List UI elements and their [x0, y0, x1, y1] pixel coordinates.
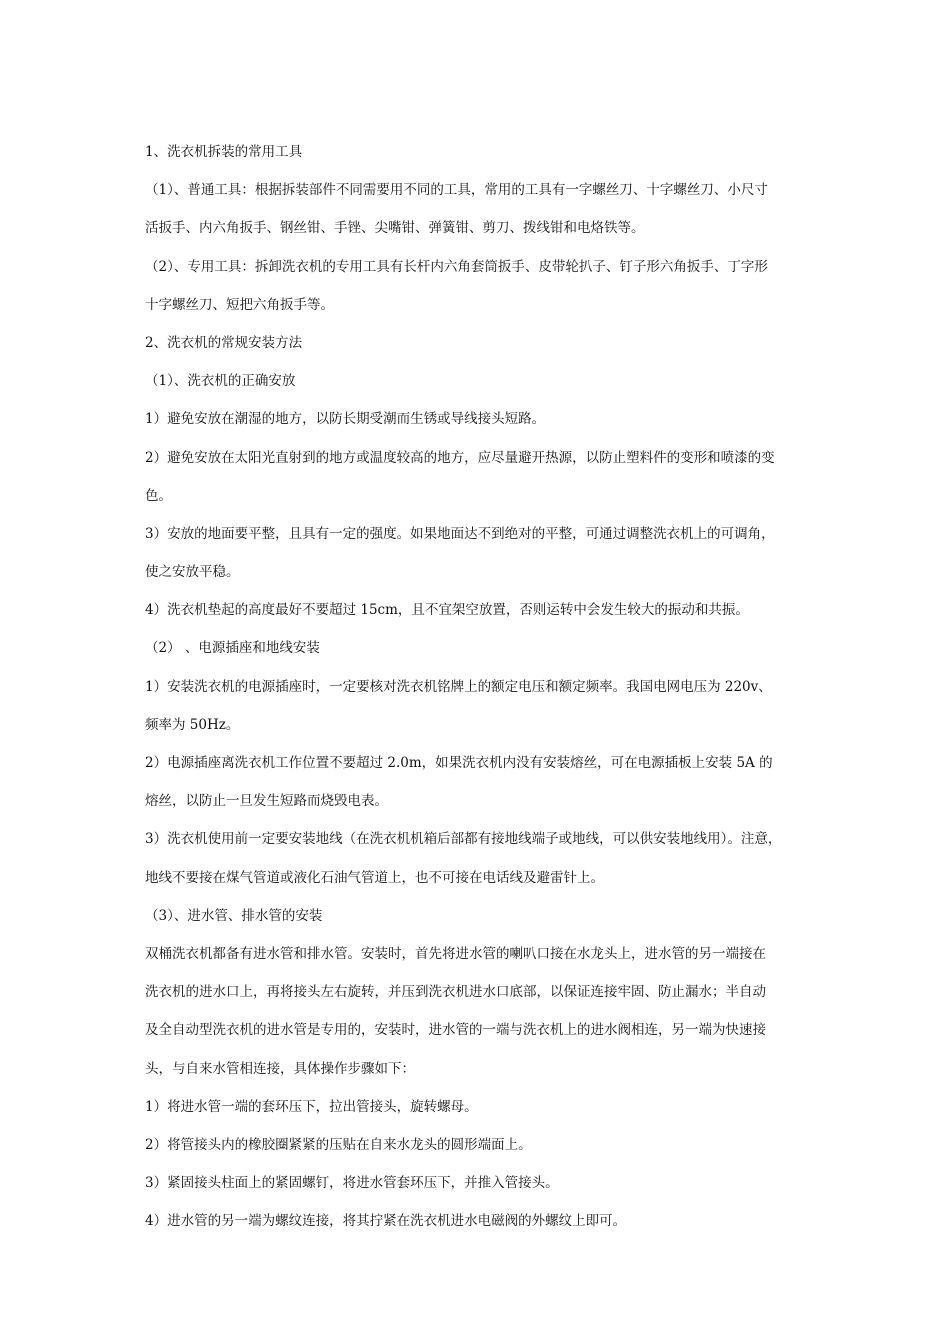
document-body	[145, 133, 809, 1240]
paragraph-line: 1）安装洗衣机的电源插座时，一定要核对洗衣机铭牌上的额定电压和额定频率。我国电网电压为 220v、	[145, 678, 772, 695]
subheading-pipes: （3）、进水管、排水管的安装	[145, 907, 323, 924]
paragraph-line: 地线不要接在煤气管道或液化石油气管道上，也不可接在电话线及避雷针上。	[145, 869, 604, 886]
subheading-power: （2） 、电源插座和地线安装	[145, 640, 320, 657]
paragraph-line: 1）将进水管一端的套环压下，拉出管接头，旋转螺母。	[145, 1098, 478, 1115]
heading-installation: 2、洗衣机的常规安装方法	[145, 334, 303, 351]
paragraph-line: 及全自动型洗衣机的进水管是专用的，安装时，进水管的一端与洗衣机上的进水阀相连，另一端为快速接	[145, 1022, 766, 1039]
paragraph-line: 洗衣机的进水口上，再将接头左右旋转，并压到洗衣机进水口底部，以保证连接牢固、防止漏水；半自动	[145, 984, 766, 1001]
paragraph-line: 头，与自来水管相连接，具体操作步骤如下：	[145, 1060, 415, 1077]
paragraph-line: 4）进水管的另一端为螺纹连接，将其拧紧在洗衣机进水电磁阀的外螺纹上即可。	[145, 1213, 627, 1230]
paragraph-line: （1）、普通工具：根据拆装部件不同需要用不同的工具，常用的工具有一字螺丝刀、十字螺丝刀、小尺寸	[145, 182, 768, 199]
paragraph-line: 十字螺丝刀、短把六角扳手等。	[145, 296, 334, 313]
paragraph-line: 双桶洗衣机都备有进水管和排水管。安装时，首先将进水管的喇叭口接在水龙头上，进水管的另一端接在	[145, 945, 766, 962]
subheading-placement: （1）、洗衣机的正确安放	[145, 373, 296, 390]
paragraph-line: 使之安放平稳。	[145, 564, 240, 581]
paragraph-line: 活扳手、内六角扳手、钢丝钳、手锉、尖嘴钳、弹簧钳、剪刀、拨线钳和电烙铁等。	[145, 220, 645, 237]
paragraph-line: 3）安放的地面要平整，且具有一定的强度。如果地面达不到绝对的平整，可通过调整洗衣机上的可调角，	[145, 525, 775, 542]
paragraph-line: 2）电源插座离洗衣机工作位置不要超过 2.0m，如果洗衣机内没有安装熔丝，可在电源插板上安装 5A 的	[145, 755, 773, 771]
paragraph-line: 4）洗衣机垫起的高度最好不要超过 15cm，且不宜架空放置，否则运转中会发生较大的振动和共振。	[145, 602, 749, 619]
paragraph-line: 3）紧固接头柱面上的紧固螺钉，将进水管套环压下，并推入管接头。	[145, 1175, 559, 1192]
heading-tools: 1、洗衣机拆装的常用工具	[145, 144, 303, 160]
paragraph-line: 2）将管接头内的橡胶圈紧紧的压贴在自来水龙头的圆形端面上。	[145, 1136, 532, 1153]
paragraph-line: 3）洗衣机使用前一定要安装地线（在洗衣机机箱后部都有接地线端子或地线，可以供安装地线用）。注意，	[145, 831, 782, 848]
paragraph-line: 2）避免安放在太阳光直射到的地方或温度较高的地方，应尽量避开热源，以防止塑料件的变形和喷漆的变	[145, 449, 775, 466]
paragraph-line: 熔丝，以防止一旦发生短路而烧毁电表。	[145, 793, 388, 810]
paragraph-line: 1）避免安放在潮湿的地方，以防长期受潮而生锈或导线接头短路。	[145, 411, 546, 428]
paragraph-line: 频率为 50Hz。	[145, 716, 240, 733]
paragraph-line: （2）、专用工具：拆卸洗衣机的专用工具有长杆内六角套筒扳手、皮带轮扒子、钉子形六角扳手、丁字形	[145, 258, 768, 275]
paragraph-line: 色。	[145, 487, 172, 504]
